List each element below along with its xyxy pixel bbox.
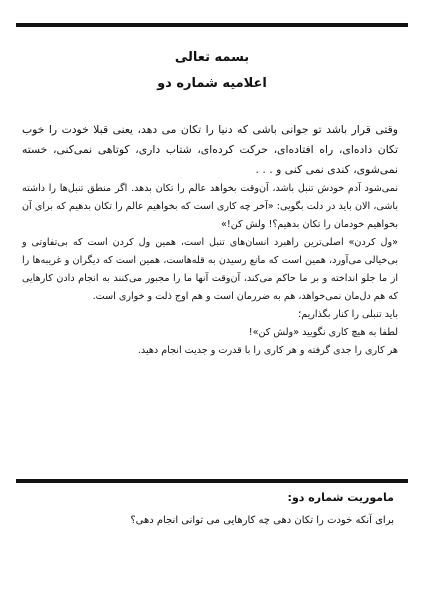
bottom-divider xyxy=(16,479,408,483)
body-paragraph-3: «ول کردن» اصلی‌ترین راهبرد انسان‌های تنبل است، همین ول کردن است که بی‌تفاوتی و بی‌خیالی می‌آورد، همین است که مانع رسیدن به قله‌هاست، همین است که دیگران و غریبه‌ها را از ما جلو انداخته و بر ما حاکم می‌کند، آن‌وقت آنها ما را مجبور می‌کنند به انجام دادن کارهایی که هم دل‌مان نمی‌خواهد، هم به ضررمان است و هم اوج ذلت و خواری است. xyxy=(22,237,398,302)
top-divider xyxy=(16,23,408,27)
assignment-title: ماموریت شماره دو: xyxy=(287,491,394,504)
bismillah-heading: بسمه تعالی xyxy=(174,50,250,65)
body-paragraph-6: هر کاری را جدی گرفته و هر کاری را با قدرت و جدیت انجام دهید. xyxy=(137,345,398,356)
announcement-body xyxy=(22,120,398,360)
body-paragraph-5: لطفا به هیچ کاری نگویید «ولش کن»! xyxy=(248,327,398,338)
announcement-title: اعلامیه شماره دو xyxy=(157,76,267,91)
assignment-question: برای آنکه خودت را تکان دهی چه کارهایی می توانی انجام دهی؟ xyxy=(130,515,394,526)
body-paragraph-2: نمی‌شود آدم خودش تنبل باشد، آن‌وقت بخواهد عالم را تکان بدهد. اگر منطق تنبل‌ها را داشته باشی، الان باید در دلت بگویی: «آخر چه کاری است که بخواهیم عالم را تکان بدهیم که برای آن بخواهیم خودمان را تکان بدهیم؟! ولش کن!» xyxy=(22,183,398,230)
body-paragraph-1: وقتی قرار باشد تو جوانی باشی که دنیا را تکان می دهد، یعنی قبلا خودت را خوب تکان داده‌ای، راه افتاده‌ای، حرکت کرده‌ای، شتاب داری، کوتاهی نمی‌کنی، خسته نمی‌شوی، کندی نمی کنی و . . . xyxy=(22,123,398,176)
body-paragraph-4: باید تنبلی را کنار بگذاریم؛ xyxy=(298,309,398,320)
